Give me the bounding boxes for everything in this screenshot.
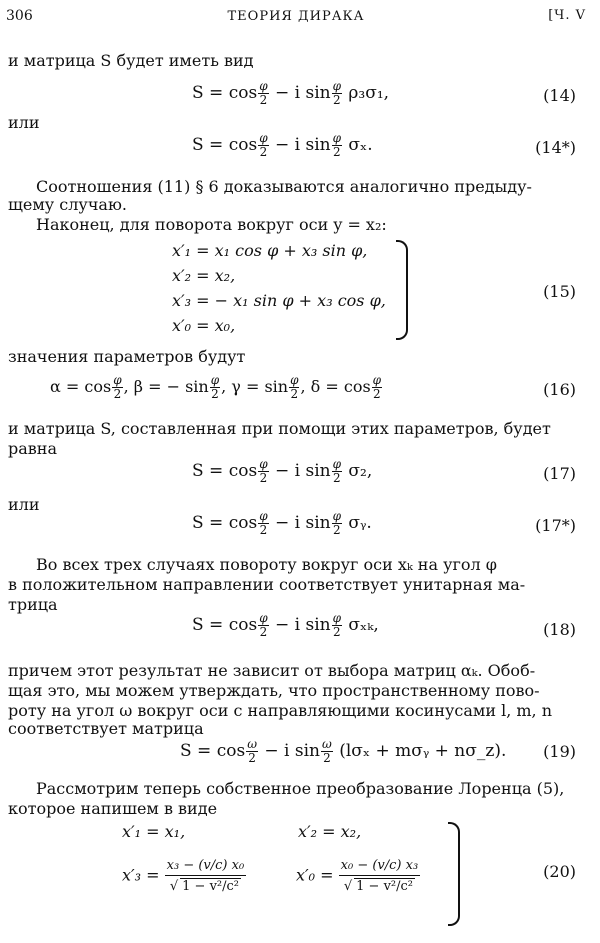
text-line: и матрица S, составленная при помощи этих параметров, будет xyxy=(8,419,551,438)
text-line: Во всех трех случаях повороту вокруг оси xₖ на угол φ xyxy=(36,555,497,574)
text-line: значения параметров будут xyxy=(8,347,246,366)
equation-20-row1b: x′₂ = x₂, xyxy=(298,822,362,841)
page-number: 306 xyxy=(6,8,33,24)
equation-number: (20) xyxy=(543,862,576,881)
page-header xyxy=(6,8,586,30)
equation-number: (14) xyxy=(543,86,576,105)
equation-14: S = cos $\frac{\varphi}{2}$ − i sin $\frac{\varphi}{2}$ ρ₃σ₁, xyxy=(192,79,390,107)
text-line: причем этот результат не зависит от выбора матриц αₖ. Обоб- xyxy=(8,661,536,680)
text-line: щая это, мы можем утверждать, что пространственному пово- xyxy=(8,681,540,700)
text-line: Соотношения (11) § 6 доказываются аналогично предыду- xyxy=(36,177,532,196)
equation-15-system: x′₁ = x₁ cos φ + x₃ sin φ, x′₂ = x₂, x′₃ = − x₁ sin φ + x₃ cos φ, x′₀ = x₀, xyxy=(172,241,386,335)
text-line: в положительном направлении соответствует унитарная ма- xyxy=(8,575,526,594)
equation-number: (17) xyxy=(543,464,576,483)
equation-20-x3: x′₃ = $\frac{\text{x₃ − (v/c) x₀}}{\text{√ 1 − v²/c²}}$ xyxy=(122,858,245,894)
text-line: Рассмотрим теперь собственное преобразование Лоренца (5), xyxy=(36,779,565,798)
right-brace xyxy=(448,822,460,926)
equation-20-row1a: x′₁ = x₁, xyxy=(122,822,186,841)
equation-20-x0: x′₀ = $\frac{\text{x₀ − (v/c) x₃}}{\text{√ 1 − v²/c²}}$ xyxy=(296,858,419,894)
text-line: роту на угол ω вокруг оси с направляющими косинусами l, m, n xyxy=(8,701,553,720)
equation-number: (19) xyxy=(543,742,576,761)
equation-19: S = cos $\frac{\omega}{2}$ − i sin $\frac{\omega}{2}$ (lσₓ + mσᵧ + nσ_z). xyxy=(180,737,507,765)
equation-14-star: S = cos $\frac{\varphi}{2}$ − i sin $\frac{\varphi}{2}$ σₓ. xyxy=(192,131,373,159)
equation-number: (16) xyxy=(543,380,576,399)
text-line: равна xyxy=(8,439,57,458)
text-line: трица xyxy=(8,595,58,614)
text-line: которое напишем в виде xyxy=(8,799,218,818)
text-line: и матрица S будет иметь вид xyxy=(8,51,254,70)
equation-number: (15) xyxy=(543,282,576,301)
right-brace xyxy=(396,240,408,340)
equation-number: (17*) xyxy=(535,516,576,535)
text-line: щему случаю. xyxy=(8,195,127,214)
text-line: или xyxy=(8,113,40,132)
running-title: ТЕОРИЯ ДИРАКА xyxy=(227,9,365,24)
equation-number: (14*) xyxy=(535,138,576,157)
text-line: соответствует матрица xyxy=(8,719,204,738)
equation-18: S = cos $\frac{\varphi}{2}$ − i sin $\frac{\varphi}{2}$ σₓₖ, xyxy=(192,611,379,639)
text-line: Наконец, для поворота вокруг оси y = x₂: xyxy=(36,215,387,234)
text-line: или xyxy=(8,495,40,514)
equation-17: S = cos $\frac{\varphi}{2}$ − i sin $\frac{\varphi}{2}$ σ₂, xyxy=(192,457,373,485)
chapter-marker: [Ч. V xyxy=(548,8,586,23)
equation-number: (18) xyxy=(543,620,576,639)
equation-17-star: S = cos $\frac{\varphi}{2}$ − i sin $\frac{\varphi}{2}$ σᵧ. xyxy=(192,509,372,537)
equation-16: α = cos $\frac{\varphi}{2}$ , β = − sin $\frac{\varphi}{2}$ , γ = sin $\frac{\varphi}{2}$ , δ = cos $\frac{\varphi}{2}$ xyxy=(50,373,382,401)
